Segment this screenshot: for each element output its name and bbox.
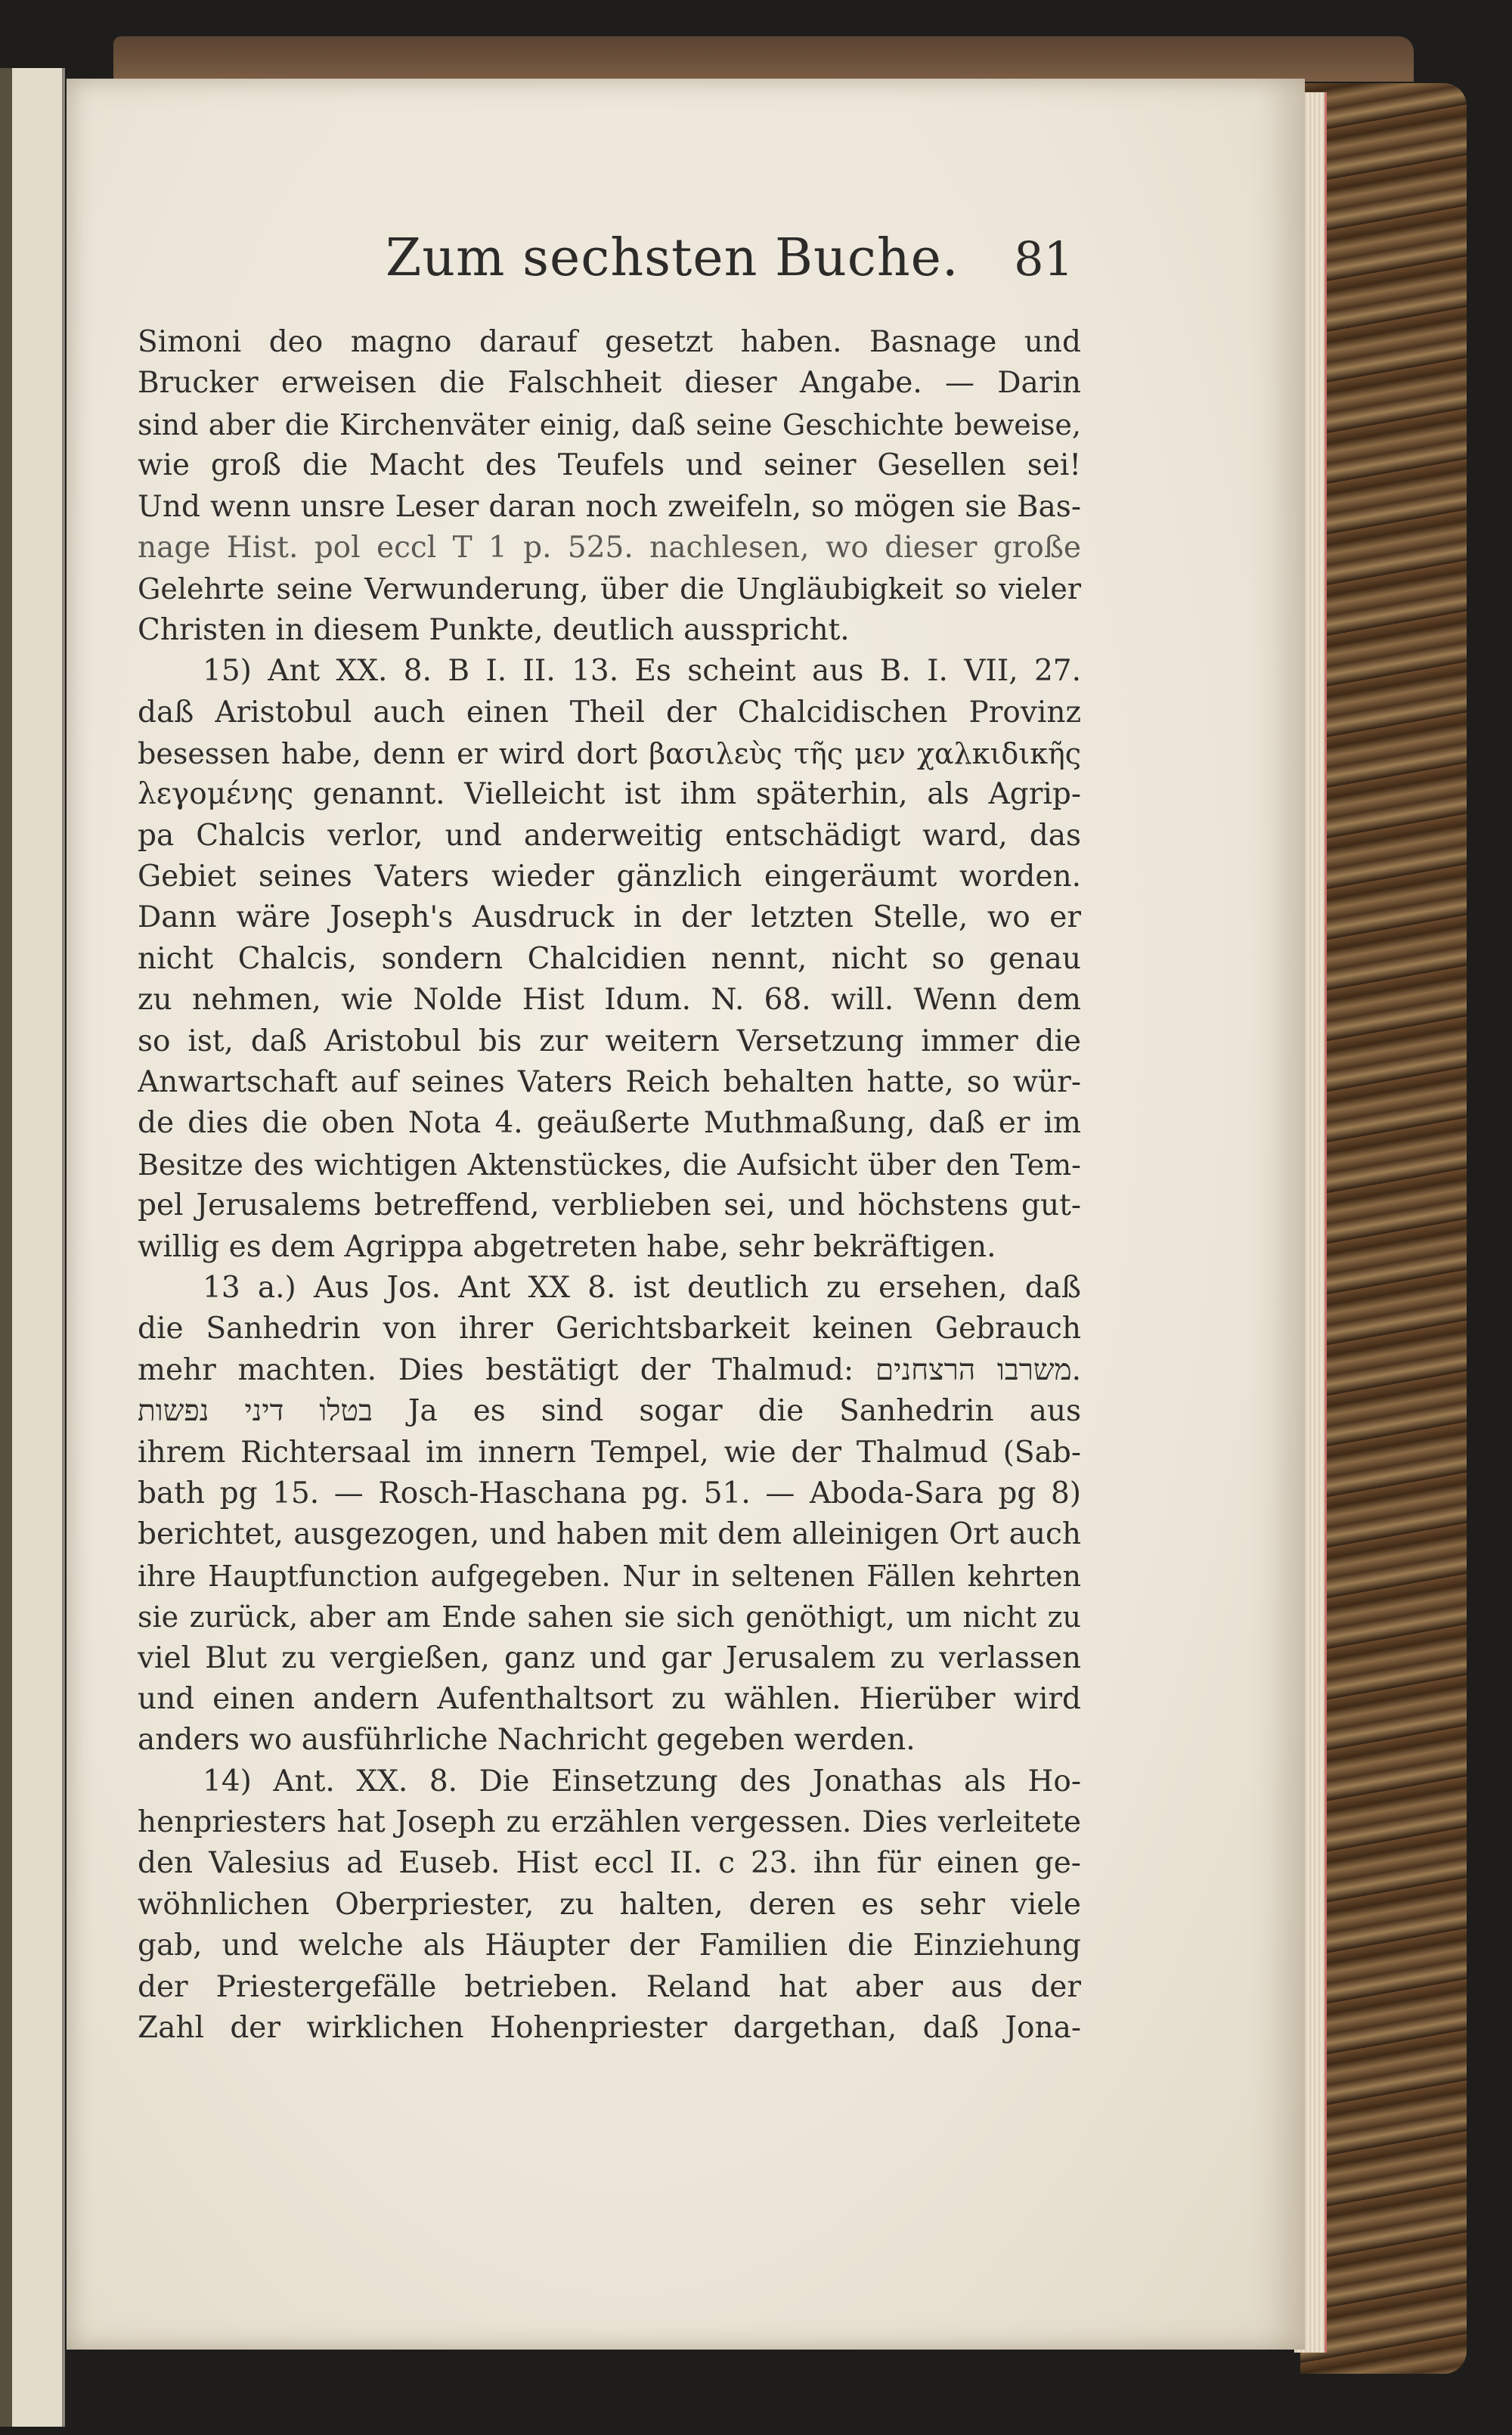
- text-line: pa Chalcis verlor, und anderweitig entschädigt ward, das: [138, 818, 1081, 853]
- text-line: sie zurück, aber am Ende sahen sie sich genöthigt, um nicht zu: [138, 1600, 1081, 1634]
- text-line: nage Hist. pol eccl T 1 p. 525. nachlesen, wo dieser große: [138, 530, 1081, 565]
- text-line: henpriesters hat Joseph zu erzählen vergessen. Dies verleitete: [138, 1805, 1081, 1840]
- text-line: nicht Chalcis, sondern Chalcidien nennt, nicht so genau: [138, 941, 1081, 976]
- text-line: wie groß die Macht des Teufels und seiner Gesellen sei!: [138, 448, 1081, 483]
- text-line: willig es dem Agrippa abgetreten habe, sehr bekräftigen.: [138, 1229, 996, 1264]
- text-line: zu nehmen, wie Nolde Hist Idum. N. 68. will. Wenn dem: [138, 983, 1081, 1018]
- running-title: Zum sechsten Buche.: [386, 228, 959, 288]
- text-line: der Priestergefälle betrieben. Reland hat aber aus der: [138, 1969, 1081, 2004]
- text-line: Besitze des wichtigen Aktenstückes, die Aufsicht über den Tem-: [138, 1148, 1081, 1182]
- page-header: [386, 221, 1074, 304]
- text-line: so ist, daß Aristobul bis zur weitern Versetzung immer die: [138, 1024, 1081, 1058]
- page-number: 81: [1014, 231, 1074, 287]
- text-line: Dann wäre Joseph's Ausdruck in der letzten Stelle, wo er: [138, 900, 1081, 935]
- text-line: 14) Ant. XX. 8. Die Einsetzung des Jonathas als Ho-: [203, 1764, 1081, 1798]
- text-line: pel Jerusalems betreffend, verblieben sei, und höchstens gut-: [138, 1188, 1081, 1223]
- text-line: λεγομένης genannt. Vielleicht ist ihm späterhin, als Agrip-: [138, 777, 1081, 812]
- text-line: gab, und welche als Häupter der Familien die Einziehung: [138, 1928, 1081, 1963]
- text-line: viel Blut zu vergießen, ganz und gar Jerusalem zu verlassen: [138, 1640, 1081, 1675]
- text-line: mehr machten. Dies bestätigt der Thalmud: משרבו הרצחנים.: [138, 1352, 1081, 1387]
- book-cover-top: [113, 36, 1414, 82]
- text-line: Brucker erweisen die Falschheit dieser Angabe. — Darin: [138, 366, 1081, 401]
- text-line: 15) Ant XX. 8. B I. II. 13. Es scheint aus B. I. VII, 27.: [203, 654, 1081, 689]
- text-line: den Valesius ad Euseb. Hist eccl II. c 23. ihn für einen ge-: [138, 1846, 1081, 1881]
- text-line: wöhnlichen Oberpriester, zu halten, deren es sehr viele: [138, 1887, 1081, 1922]
- text-line: de dies die oben Nota 4. geäußerte Muthmaßung, daß er im: [138, 1106, 1081, 1141]
- text-line: Und wenn unsre Leser daran noch zweifeln, so mögen sie Bas-: [138, 489, 1081, 524]
- text-line: und einen andern Aufenthaltsort zu wählen. Hierüber wird: [138, 1681, 1081, 1716]
- text-line: ihrem Richtersaal im innern Tempel, wie der Thalmud (Sab-: [138, 1435, 1081, 1470]
- text-line: Christen in diesem Punkte, deutlich ausspricht.: [138, 612, 850, 647]
- text-line: berichtet, ausgezogen, und haben mit dem alleinigen Ort auch: [138, 1517, 1081, 1552]
- text-line: die Sanhedrin von ihrer Gerichtsbarkeit keinen Gebrauch: [138, 1312, 1081, 1346]
- text-line: besessen habe, denn er wird dort βασιλεὺς τῆς μεν χαλκιδικῆς: [138, 736, 1081, 770]
- book-spine: [0, 68, 12, 2427]
- text-line: בטלו דיני נפשות Ja es sind sogar die Sanhedrin aus: [138, 1394, 1081, 1429]
- text-line: Zahl der wirklichen Hohenpriester dargethan, daß Jona-: [138, 2011, 1081, 2046]
- text-line: bath pg 15. — Rosch-Haschana pg. 51. — Aboda-Sara pg 8): [138, 1476, 1081, 1510]
- body-text: [138, 322, 1081, 2136]
- text-line: ihre Hauptfunction aufgegeben. Nur in seltenen Fällen kehrten: [138, 1559, 1081, 1593]
- text-line: Simoni deo magno darauf gesetzt haben. Basnage und: [138, 325, 1081, 359]
- text-line: sind aber die Kirchenväter einig, daß seine Geschichte beweise,: [138, 407, 1081, 441]
- text-line: Anwartschaft auf seines Vaters Reich behalten hatte, so wür-: [138, 1065, 1081, 1100]
- text-line: Gelehrte seine Verwunderung, über die Ungläubigkeit so vieler: [138, 572, 1081, 606]
- text-line: daß Aristobul auch einen Theil der Chalcidischen Provinz: [138, 695, 1081, 730]
- text-line: anders wo ausführliche Nachricht gegeben werden.: [138, 1723, 916, 1758]
- text-line: 13 a.) Aus Jos. Ant XX 8. ist deutlich zu ersehen, daß: [203, 1270, 1081, 1305]
- text-line: Gebiet seines Vaters wieder gänzlich eingeräumt worden.: [138, 860, 1081, 894]
